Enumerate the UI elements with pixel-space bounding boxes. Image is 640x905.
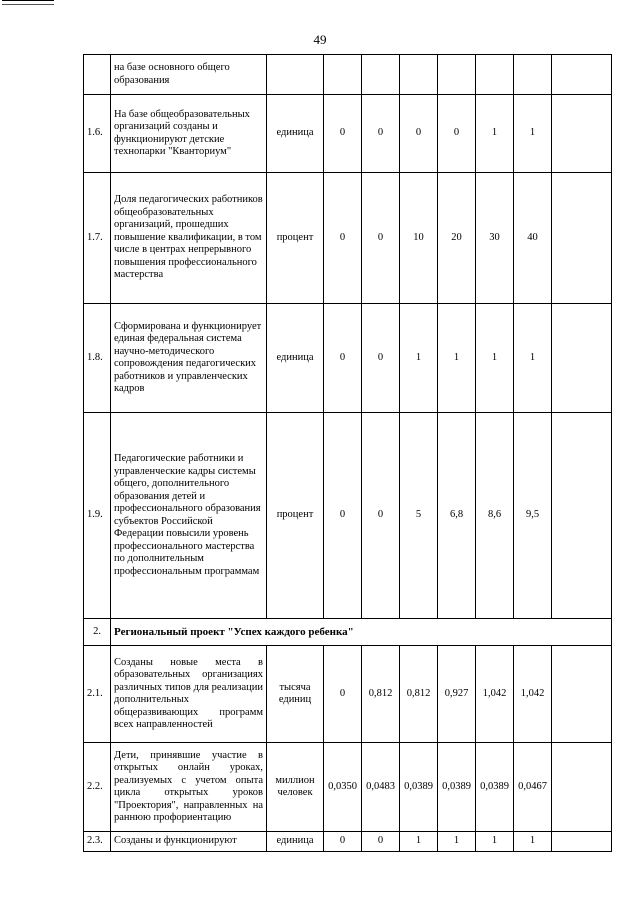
indicator-value — [362, 55, 400, 95]
table-row — [84, 743, 612, 832]
page-number: 49 — [313, 32, 327, 47]
section-number: 2. — [84, 619, 111, 646]
empty-cell — [552, 832, 612, 852]
indicator-value: 8,6 — [476, 413, 514, 619]
scan-edge-mark — [2, 0, 54, 5]
row-number: 2.2. — [84, 743, 111, 832]
indicator-value: 0,812 — [400, 646, 438, 743]
empty-cell — [552, 173, 612, 304]
indicator-value: 0 — [362, 95, 400, 173]
section-row — [84, 619, 612, 646]
unit-of-measure: единица — [267, 304, 324, 413]
indicator-value: 1 — [400, 304, 438, 413]
indicator-value: 6,8 — [438, 413, 476, 619]
indicator-value: 0,0389 — [400, 743, 438, 832]
unit-of-measure: тысяча единиц — [267, 646, 324, 743]
indicator-value: 0 — [324, 413, 362, 619]
row-number: 1.9. — [84, 413, 111, 619]
indicator-value: 0 — [362, 304, 400, 413]
empty-cell — [552, 95, 612, 173]
indicator-value: 0 — [324, 173, 362, 304]
indicators-table — [83, 54, 612, 852]
indicator-value: 0,812 — [362, 646, 400, 743]
indicator-value: 0,0350 — [324, 743, 362, 832]
indicator-value: 0,0483 — [362, 743, 400, 832]
indicator-value: 0 — [324, 95, 362, 173]
unit-of-measure: процент — [267, 173, 324, 304]
empty-cell — [552, 304, 612, 413]
indicator-value: 1 — [476, 304, 514, 413]
indicator-value: 1 — [476, 832, 514, 852]
indicator-value: 0 — [324, 304, 362, 413]
table-row — [84, 55, 612, 95]
indicator-value — [324, 55, 362, 95]
table-row — [84, 413, 612, 619]
indicator-name: Дети, принявшие участие в открытых онлайн уроках, реализуемых с учетом опыта цикла открытых уроков "Проектория", направленных на раннюю профориентацию — [111, 743, 267, 832]
row-number: 1.8. — [84, 304, 111, 413]
unit-of-measure: единица — [267, 832, 324, 852]
row-number: 2.1. — [84, 646, 111, 743]
table-row — [84, 646, 612, 743]
indicator-name: Доля педагогических работников общеобразовательных организаций, прошедших повышение квалификации, в том числе в центрах непрерывного повышения профессионального мастерства — [111, 173, 267, 304]
indicator-value: 0 — [362, 832, 400, 852]
indicator-name: на базе основного общего образования — [111, 55, 267, 95]
indicator-name: Педагогические работники и управленческие кадры системы общего, дополнительного образования детей и профессионального образования субъектов Российской Федерации повысили уровень профессионального мастерства по дополнительным профессиональным программам — [111, 413, 267, 619]
indicator-value — [476, 55, 514, 95]
indicator-value: 0 — [400, 95, 438, 173]
indicator-value: 1 — [438, 832, 476, 852]
indicator-value: 10 — [400, 173, 438, 304]
empty-cell — [552, 743, 612, 832]
indicator-value: 1,042 — [514, 646, 552, 743]
indicator-name: На базе общеобразовательных организаций созданы и функционируют детские технопарки "Кванториум" — [111, 95, 267, 173]
empty-cell — [552, 646, 612, 743]
indicator-value: 1 — [514, 304, 552, 413]
row-number — [84, 55, 111, 95]
indicator-value: 0 — [362, 173, 400, 304]
indicator-value — [514, 55, 552, 95]
indicator-value — [438, 55, 476, 95]
unit-of-measure — [267, 55, 324, 95]
indicator-value: 0,0389 — [438, 743, 476, 832]
table-row — [84, 304, 612, 413]
indicator-value: 0 — [324, 832, 362, 852]
indicator-value: 1 — [400, 832, 438, 852]
indicator-value: 30 — [476, 173, 514, 304]
indicator-value: 9,5 — [514, 413, 552, 619]
indicator-value: 0,0467 — [514, 743, 552, 832]
table-row — [84, 95, 612, 173]
indicator-value: 20 — [438, 173, 476, 304]
indicator-value: 1 — [514, 95, 552, 173]
indicator-value: 0 — [324, 646, 362, 743]
indicator-value: 1 — [514, 832, 552, 852]
empty-cell — [552, 413, 612, 619]
indicator-value: 0 — [362, 413, 400, 619]
indicator-name: Сформирована и функционирует единая федеральная система научно-методического сопровождения педагогических работников и управленческих кадров — [111, 304, 267, 413]
indicator-value: 0 — [438, 95, 476, 173]
unit-of-measure: процент — [267, 413, 324, 619]
unit-of-measure: единица — [267, 95, 324, 173]
section-title: Региональный проект "Успех каждого ребенка" — [111, 619, 612, 646]
row-number: 1.6. — [84, 95, 111, 173]
indicator-value — [400, 55, 438, 95]
indicator-value: 1,042 — [476, 646, 514, 743]
indicator-value: 1 — [476, 95, 514, 173]
unit-of-measure: миллион человек — [267, 743, 324, 832]
row-number: 1.7. — [84, 173, 111, 304]
indicator-value: 0,927 — [438, 646, 476, 743]
indicator-name: Созданы новые места в образовательных организациях различных типов для реализации дополнительных общеразвивающих программ всех направленностей — [111, 646, 267, 743]
indicator-value: 5 — [400, 413, 438, 619]
empty-cell — [552, 55, 612, 95]
indicator-name: Созданы и функционируют — [111, 832, 267, 852]
table-row — [84, 832, 612, 852]
indicator-value: 40 — [514, 173, 552, 304]
indicator-value: 1 — [438, 304, 476, 413]
row-number: 2.3. — [84, 832, 111, 852]
indicator-value: 0,0389 — [476, 743, 514, 832]
table-row — [84, 173, 612, 304]
